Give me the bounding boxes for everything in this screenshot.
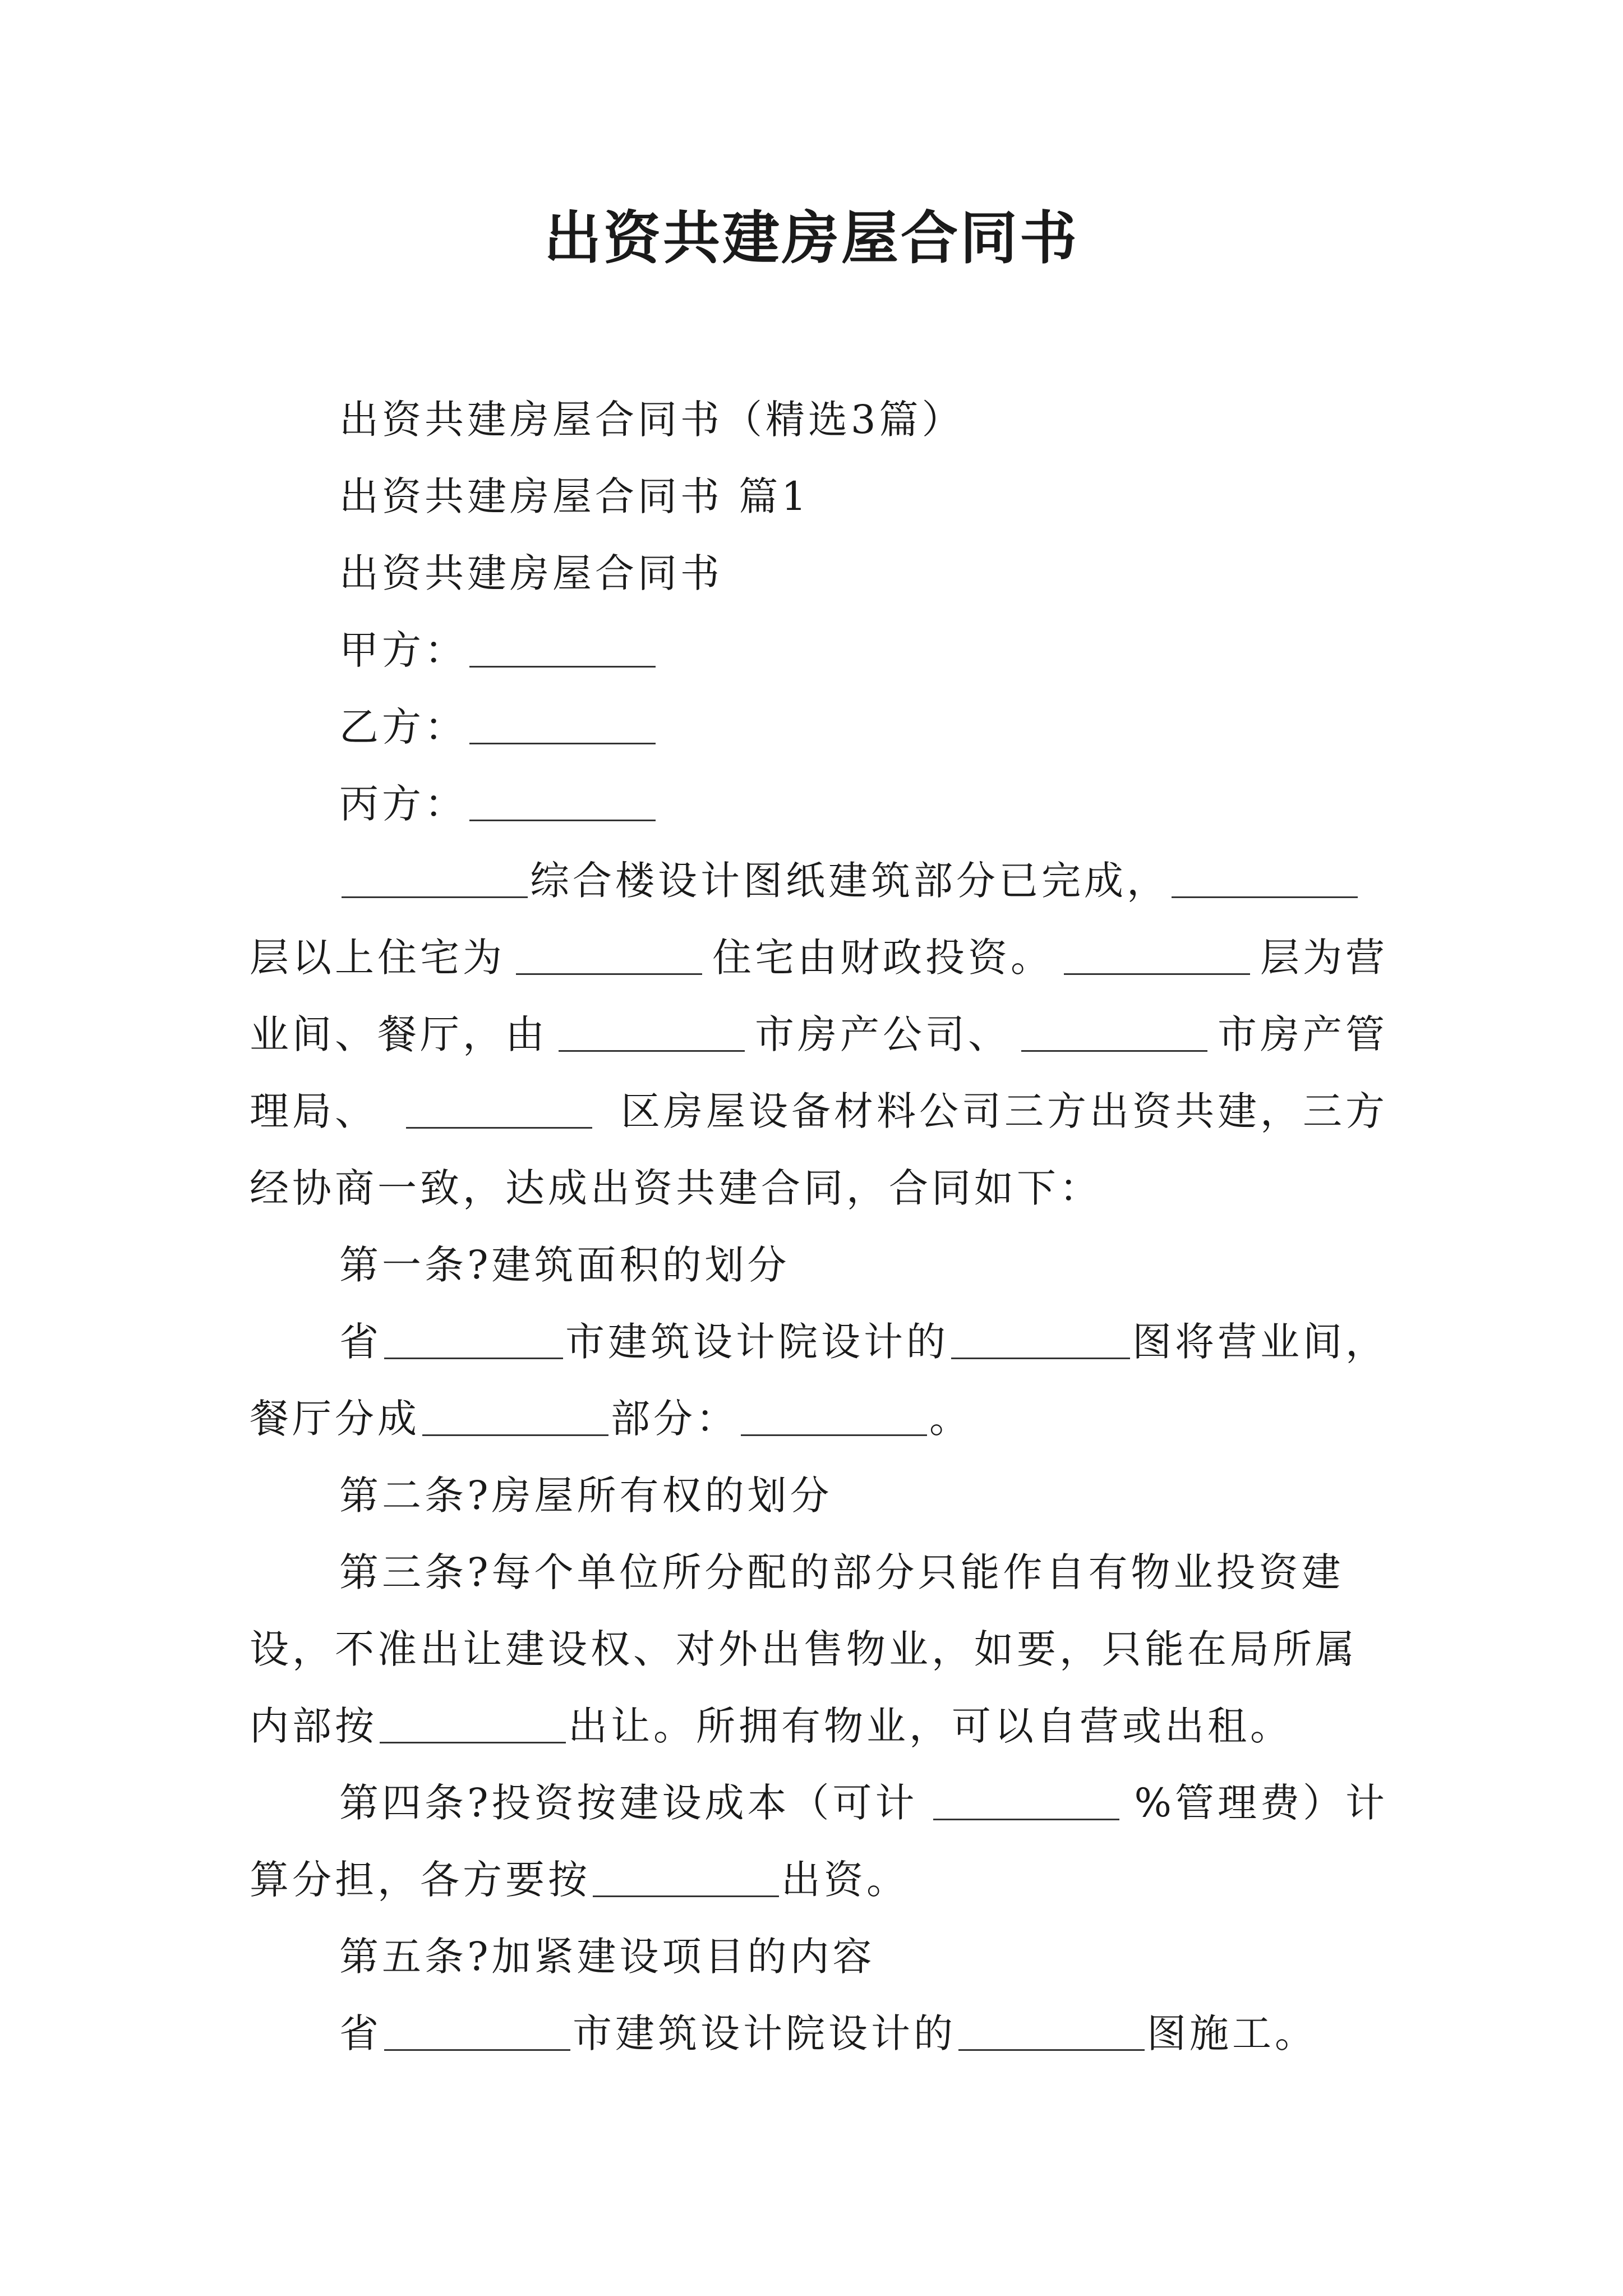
- party-c-line: [250, 766, 1388, 843]
- article-5-heading: 第五条?加紧建设项目的内容: [339, 1934, 875, 1980]
- article-4-line-1: [250, 1765, 1388, 1842]
- art3-text-1: 内部按: [250, 1703, 377, 1749]
- city-blank-2: [1019, 996, 1210, 1073]
- party-c-blank: [467, 766, 658, 843]
- intro-line-1: [250, 843, 1388, 919]
- intro-line-5: 经协商一致，达成出资共建合同，合同如下：: [250, 1165, 1102, 1211]
- document-body: [250, 381, 1388, 2072]
- article-5-line-1: [250, 1995, 1388, 2072]
- party-a-line: [250, 612, 1388, 689]
- article-3-line-1: 第三条?每个单位所分配的部分只能作自有物业投资建: [339, 1549, 1344, 1595]
- intro-text-2: 层以上住宅为: [250, 935, 505, 981]
- art1-text-1: 省: [339, 1319, 382, 1365]
- project-name-blank: [339, 843, 530, 919]
- floor-blank-2: [1062, 919, 1252, 996]
- district-blank: [404, 1073, 594, 1150]
- art4-text-1: 第四条?投资按建设成本（可计: [339, 1780, 918, 1826]
- article-2-heading: 第二条?房屋所有权的划分: [339, 1473, 833, 1519]
- party-b-line: [250, 689, 1388, 766]
- intro-text-1: 综合楼设计图纸建筑部分已完成，: [530, 858, 1169, 904]
- article-3-line-2: 设，不准出让建设权、对外出售物业，如要，只能在局所属: [250, 1626, 1358, 1672]
- intro-text-4: 层为营: [1260, 935, 1388, 981]
- art4-text-2: %管理费）计: [1134, 1780, 1388, 1826]
- intro-text-7: 市房产管: [1218, 1011, 1388, 1057]
- housing-blank: [514, 919, 704, 996]
- article-1-line-1: [250, 1304, 1388, 1381]
- intro-text-5: 业间、餐厅，由: [250, 1011, 548, 1057]
- article-4-line-2: [250, 1842, 1388, 1918]
- party-a-blank: [467, 612, 658, 689]
- intro-text-9: 区房屋设备材料公司三方出资共建，三方: [621, 1088, 1388, 1134]
- party-b-label: 乙方：: [339, 704, 467, 750]
- parts-detail-blank: [739, 1381, 929, 1457]
- intro-line-4: [250, 1073, 1388, 1150]
- intro-line-2: [250, 919, 1388, 996]
- art1-text-2: 市建筑设计院设计的: [565, 1319, 949, 1365]
- contract-title: 出资共建房屋合同书: [339, 550, 723, 596]
- floor-blank-1: [1169, 843, 1360, 919]
- intro-line-3: [250, 996, 1388, 1073]
- art5-text-1: 省: [339, 2010, 382, 2056]
- fee-percent-blank: [931, 1765, 1122, 1842]
- province-blank-1: [382, 1304, 565, 1381]
- art1-text-6: 。: [929, 1396, 972, 1442]
- intro-text-3: 住宅由财政投资。: [712, 935, 1053, 981]
- drawing-blank-2: [956, 1995, 1147, 2072]
- province-blank-2: [382, 1995, 573, 2072]
- document-title: 出资共建房屋合同书: [544, 205, 1079, 272]
- city-blank-1: [556, 996, 747, 1073]
- piece-heading: 出资共建房屋合同书 篇1: [339, 473, 810, 519]
- drawing-blank-1: [949, 1304, 1132, 1381]
- party-b-blank: [467, 689, 658, 766]
- art5-text-3: 图施工。: [1147, 2010, 1317, 2056]
- transfer-blank: [377, 1688, 568, 1765]
- art1-text-5: 部分：: [611, 1396, 739, 1442]
- subtitle: 出资共建房屋合同书（精选3篇）: [339, 397, 965, 443]
- party-c-label: 丙方：: [339, 781, 467, 827]
- intro-text-6: 市房产公司、: [755, 1011, 1011, 1057]
- art3-text-2: 出让。所拥有物业，可以自营或出租。: [568, 1703, 1293, 1749]
- art4-text-3: 算分担，各方要按: [250, 1857, 591, 1903]
- parts-count-blank: [420, 1381, 611, 1457]
- intro-text-8: 理局、: [250, 1088, 377, 1134]
- art5-text-2: 市建筑设计院设计的: [573, 2010, 956, 2056]
- article-3-line-3: [250, 1688, 1388, 1765]
- art4-text-4: 出资。: [781, 1857, 909, 1903]
- art1-text-3: 图将营业间，: [1132, 1319, 1388, 1365]
- article-1-line-2: [250, 1381, 1388, 1457]
- party-a-label: 甲方：: [339, 627, 467, 673]
- art1-text-4: 餐厅分成: [250, 1396, 420, 1442]
- article-1-heading: 第一条?建筑面积的划分: [339, 1242, 790, 1288]
- investment-blank: [591, 1842, 781, 1918]
